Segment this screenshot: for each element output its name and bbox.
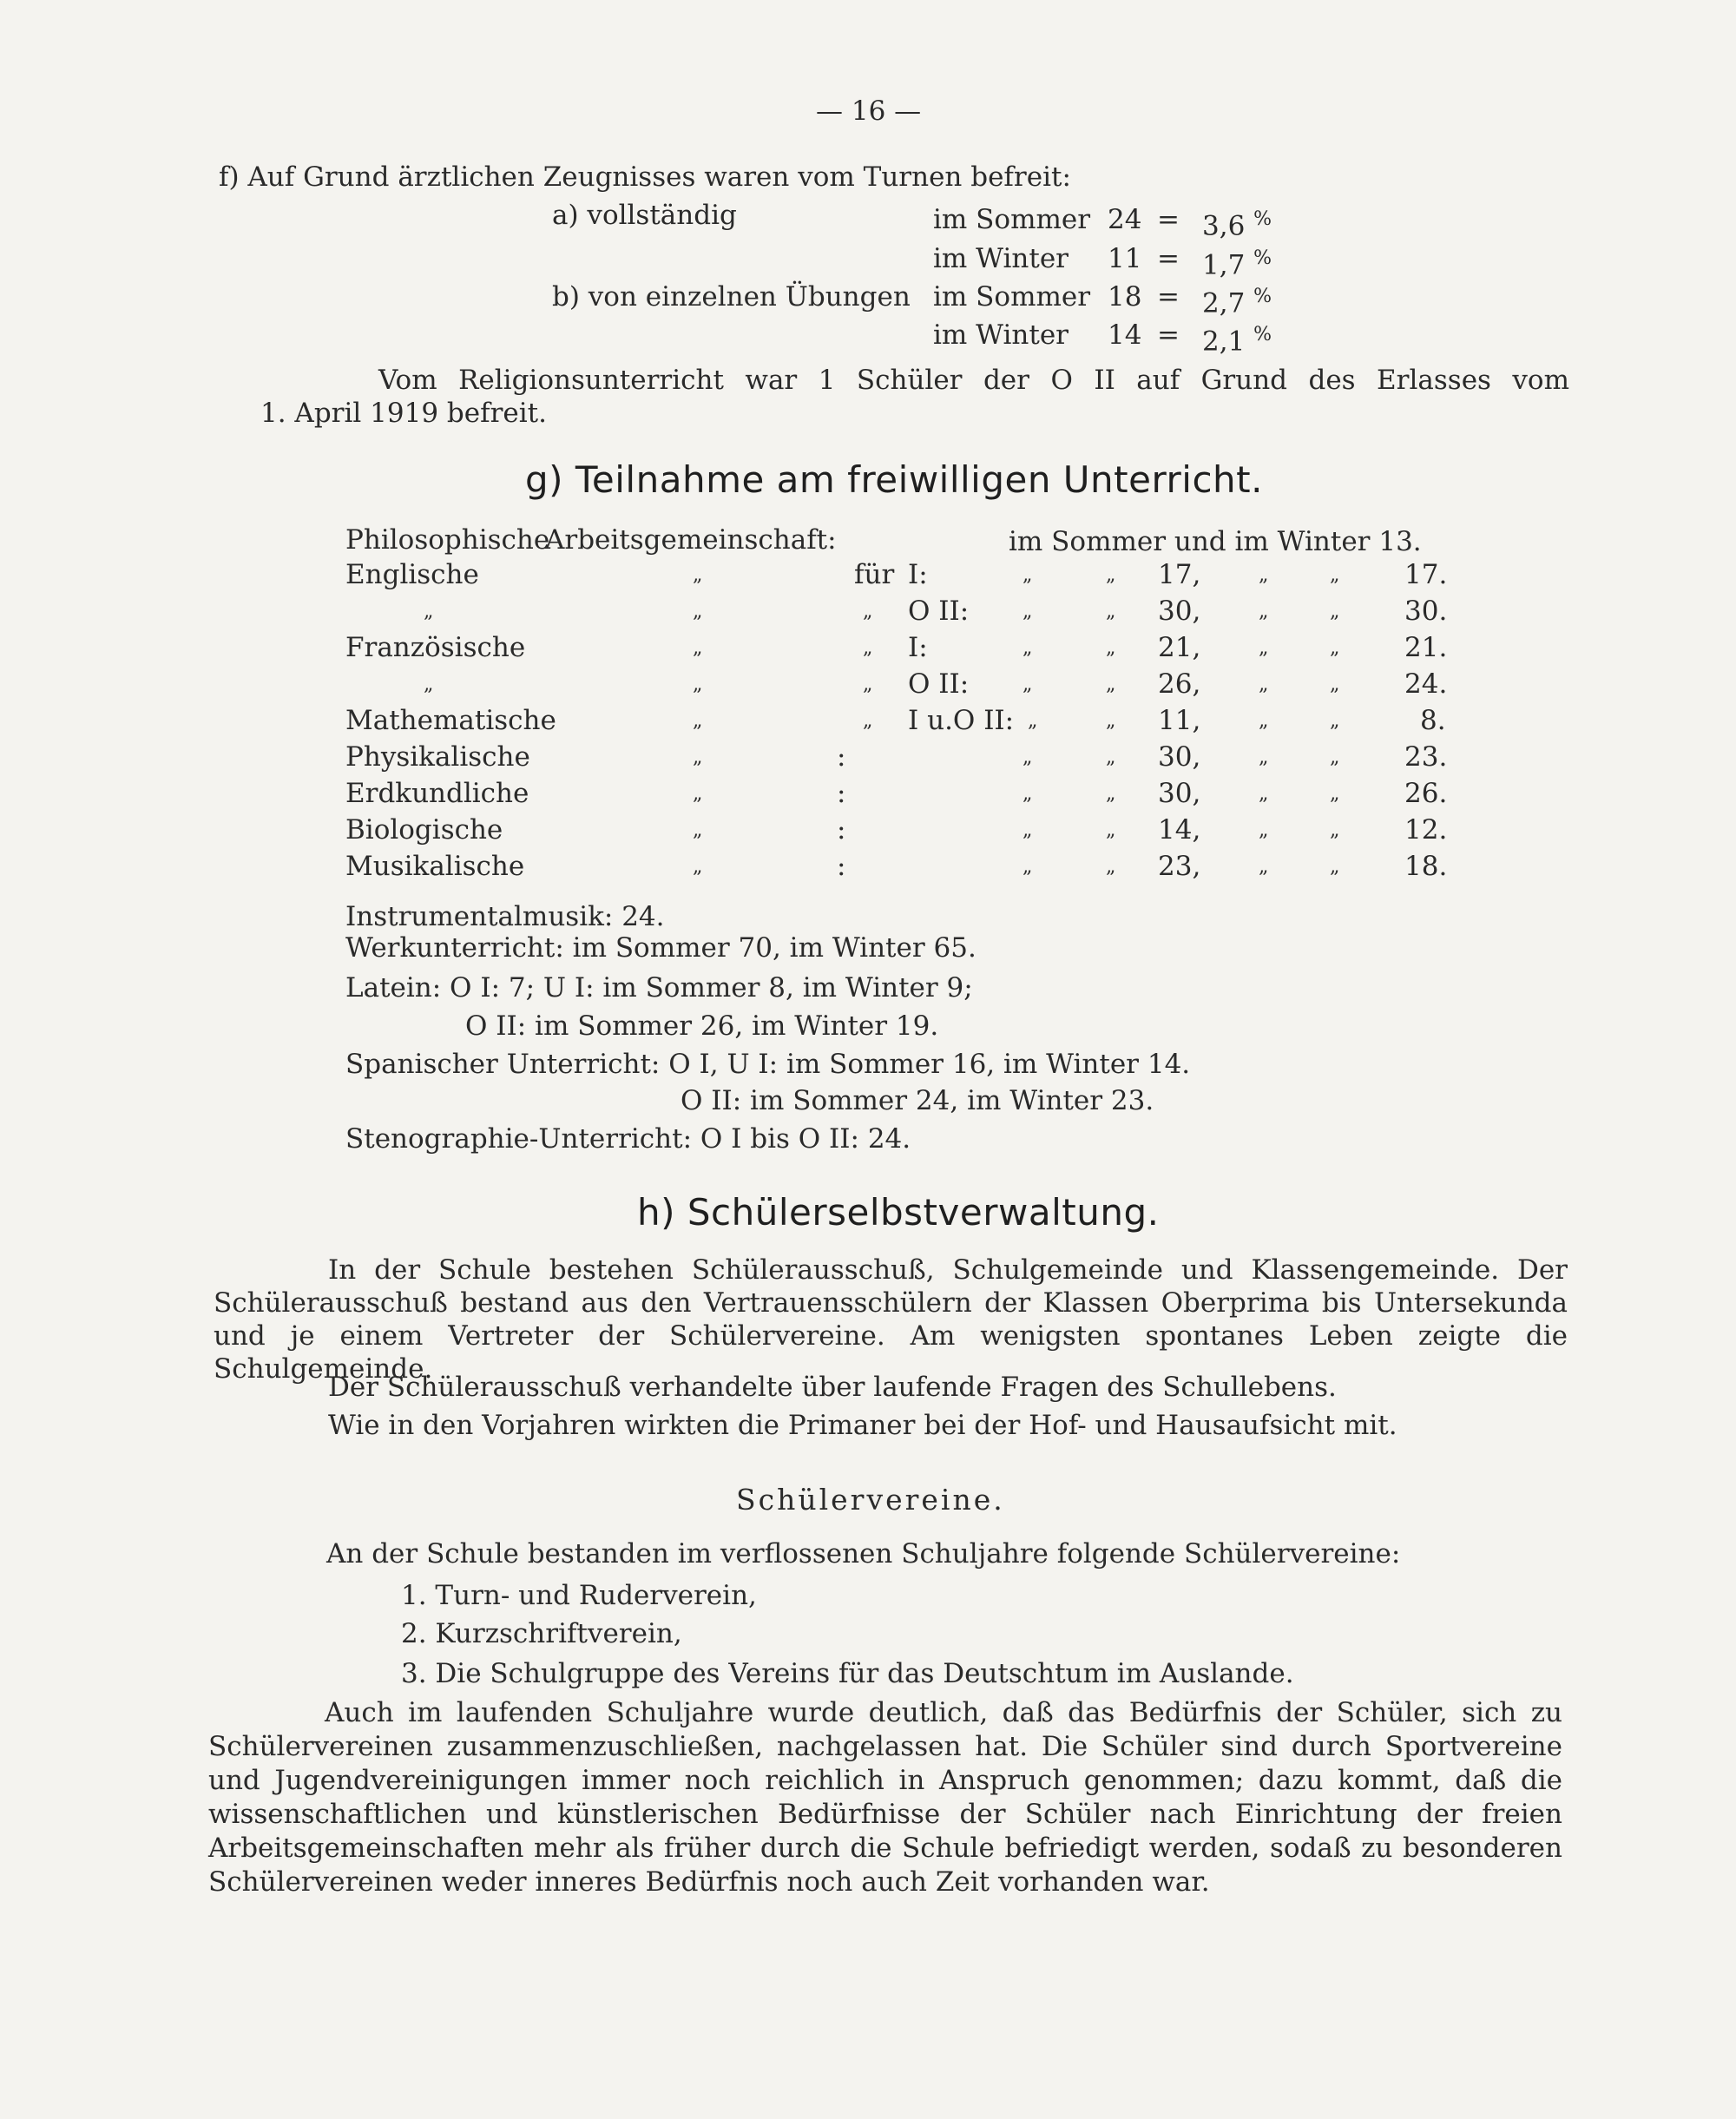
ditto-mark: „ — [1028, 710, 1038, 732]
selfgov-paragraph-3: Wie in den Vorjahren wirkten die Primaner bei der Hof- und Hausaufsicht mit. — [328, 1410, 1397, 1441]
exemption-percent — [1202, 318, 1272, 359]
exemption-count: 11 — [1108, 243, 1142, 274]
vereine-intro: An der Schule bestanden im verflossenen Schuljahre folgende Schülervereine: — [326, 1538, 1401, 1570]
table-row — [345, 632, 1457, 668]
ditto-mark: „ — [693, 710, 703, 732]
colon-mark: : — [837, 741, 846, 773]
ditto-mark: „ — [693, 637, 703, 659]
section-h-heading: h) Schülerselbstverwaltung. — [637, 1191, 1160, 1234]
exemption-count: 24 — [1108, 204, 1142, 235]
ditto-mark: „ — [1330, 856, 1340, 878]
equals-sign: = — [1157, 319, 1180, 351]
extra-line-spanisch: Spanischer Unterricht: O I, U I: im Sommer 16, im Winter 14. — [345, 1049, 1191, 1080]
for-label: „ — [863, 710, 873, 732]
summer-count: 17, — [1158, 559, 1201, 590]
extra-line-instrumental: Instrumentalmusik: 24. — [345, 901, 665, 932]
exemption-row — [552, 198, 737, 233]
for-label: „ — [863, 637, 873, 659]
extra-line-latein-oii: O II: im Sommer 26, im Winter 19. — [465, 1010, 939, 1042]
ditto-mark: „ — [1330, 674, 1340, 695]
ditto-mark: „ — [1023, 783, 1033, 805]
exemption-label: a) vollständig — [552, 200, 737, 231]
ditto-mark: „ — [1259, 856, 1269, 878]
religion-note-line1: Vom Religionsunterricht war 1 Schüler der O II auf Grund des Erlasses vom — [378, 365, 1569, 396]
percent-value: 2,1 — [1202, 326, 1246, 358]
table-row — [345, 705, 1457, 741]
selfgov-paragraph-2: Der Schülerausschuß verhandelte über laufende Fragen des Schullebens. — [328, 1372, 1337, 1403]
summer-count: 30, — [1158, 596, 1201, 627]
philosophy-name: Philosophische — [345, 524, 550, 556]
ditto-mark: „ — [1106, 856, 1116, 878]
ditto-mark: „ — [1023, 747, 1033, 768]
vereine-closing-paragraph: Auch im laufenden Schuljahre wurde deutlich, daß das Bedürfnis der Schüler, sich zu Schülervereinen zusammenzuschließen, nachgelassen hat. Die Schüler sind durch Sportvereine und Jugendvereinigungen immer noch reichlich in Anspruch genommen; dazu kommt, daß die wissenschaftlichen und künstlerischen Bedürfnisse der Schüler nach Einrichtung der freien Arbeitsgemeinschaften mehr als früher durch die Schule befriedigt werden, sodaß zu besonderen Schülervereinen weder inneres Bedürfnis noch auch Zeit vorhanden war. — [208, 1697, 1562, 1898]
winter-count: 23. — [1404, 741, 1448, 773]
ditto-mark: „ — [1023, 564, 1033, 586]
ditto-mark: „ — [1106, 564, 1116, 586]
ditto-mark: „ — [1106, 819, 1116, 841]
percent-value: 2,7 — [1202, 287, 1246, 319]
ditto-mark: „ — [1330, 747, 1340, 768]
ditto-mark: „ — [1330, 564, 1340, 586]
ditto-mark: „ — [693, 856, 703, 878]
percent-unit: % — [1253, 208, 1272, 230]
winter-count: 24. — [1404, 668, 1448, 700]
table-row — [345, 814, 1457, 851]
ditto-mark: „ — [1106, 783, 1116, 805]
ditto-mark: „ — [693, 783, 703, 805]
selfgov-paragraph-1: In der Schule bestehen Schülerausschuß, Schulgemeinde und Klassengemeinde. Der Schülerausschuß bestand aus den Vertrauensschülern der Klassen Oberprima bis Untersekunda und je einem Vertreter der Schülervereine. Am wenigsten spontanes Leben zeigte die Schulgemeinde. — [214, 1254, 1568, 1385]
winter-count: 8. — [1420, 705, 1446, 736]
summer-count: 30, — [1158, 741, 1201, 773]
summer-count: 30, — [1158, 778, 1201, 809]
exemption-season: im Winter — [933, 319, 1069, 351]
course-name: Englische — [345, 559, 479, 590]
colon-mark: : — [837, 778, 846, 809]
table-row — [345, 596, 1457, 632]
course-name: „ — [424, 601, 434, 622]
ditto-mark: „ — [693, 674, 703, 695]
ditto-mark: „ — [693, 747, 703, 768]
percent-unit: % — [1253, 324, 1272, 345]
table-row — [345, 559, 1457, 596]
course-name: Erdkundliche — [345, 778, 529, 809]
ditto-mark: „ — [1106, 747, 1116, 768]
section-f-title: f) Auf Grund ärztlichen Zeugnisses waren vom Turnen befreit: — [219, 161, 1071, 193]
exemption-count: 18 — [1108, 281, 1142, 313]
ditto-mark: „ — [1259, 710, 1269, 732]
class-label: I: — [908, 559, 928, 590]
ditto-mark: „ — [1106, 601, 1116, 622]
vereine-item: 2. Kurzschriftverein, — [401, 1618, 682, 1649]
course-name: Mathematische — [345, 705, 556, 736]
winter-count: 18. — [1404, 851, 1448, 882]
religion-note-line2: 1. April 1919 befreit. — [260, 398, 547, 429]
colon-mark: : — [837, 814, 846, 846]
colon-mark: : — [837, 851, 846, 882]
extra-line-werkunterricht: Werkunterricht: im Sommer 70, im Winter 65. — [345, 932, 976, 964]
winter-count: 30. — [1404, 596, 1448, 627]
vereine-heading: Schülervereine. — [736, 1483, 1005, 1517]
percent-value: 1,7 — [1202, 249, 1246, 281]
ditto-mark: „ — [1023, 637, 1033, 659]
summer-count: 21, — [1158, 632, 1201, 663]
table-row — [345, 668, 1457, 705]
ditto-mark: „ — [693, 819, 703, 841]
ditto-mark: „ — [1259, 674, 1269, 695]
percent-value: 3,6 — [1202, 210, 1246, 242]
vereine-item: 1. Turn- und Ruderverein, — [401, 1580, 757, 1611]
ditto-mark: „ — [1023, 819, 1033, 841]
exemption-percent — [1202, 280, 1272, 320]
ditto-mark: „ — [693, 601, 703, 622]
class-label: O II: — [908, 596, 970, 627]
exemption-season: im Sommer — [933, 204, 1091, 235]
page-number: — 16 — — [816, 95, 922, 127]
equals-sign: = — [1157, 204, 1180, 235]
course-name: Französische — [345, 632, 526, 663]
table-row — [345, 741, 1457, 778]
exemption-percent — [1202, 241, 1272, 282]
class-label: O II: — [908, 668, 970, 700]
for-label: „ — [863, 674, 873, 695]
ditto-mark: „ — [1106, 674, 1116, 695]
exemption-season: im Sommer — [933, 281, 1091, 313]
winter-count: 21. — [1404, 632, 1448, 663]
class-label: I: — [908, 632, 928, 663]
ditto-mark: „ — [1023, 601, 1033, 622]
extra-line-latein: Latein: O I: 7; U I: im Sommer 8, im Winter 9; — [345, 972, 973, 1004]
exemption-percent — [1202, 202, 1272, 243]
ditto-mark: „ — [1330, 601, 1340, 622]
ditto-mark: „ — [1106, 710, 1116, 732]
course-name: Physikalische — [345, 741, 530, 773]
ditto-mark: „ — [1330, 783, 1340, 805]
for-label: „ — [863, 601, 873, 622]
summer-count: 11, — [1158, 705, 1201, 736]
ditto-mark: „ — [1023, 856, 1033, 878]
percent-unit: % — [1253, 247, 1272, 269]
exemption-season: im Winter — [933, 243, 1069, 274]
ditto-mark: „ — [1330, 819, 1340, 841]
ditto-mark: „ — [1259, 783, 1269, 805]
ditto-mark: „ — [1259, 601, 1269, 622]
ditto-mark: „ — [1259, 564, 1269, 586]
vereine-item: 3. Die Schulgruppe des Vereins für das Deutschtum im Auslande. — [401, 1658, 1294, 1689]
section-g-heading: g) Teilnahme am freiwilligen Unterricht. — [525, 458, 1263, 501]
percent-unit: % — [1253, 286, 1272, 307]
philosophy-kind: Arbeitsgemeinschaft: — [545, 524, 837, 556]
exemption-label: b) von einzelnen Übungen — [552, 281, 911, 313]
ditto-mark: „ — [1259, 747, 1269, 768]
exemption-count: 14 — [1108, 319, 1142, 351]
ditto-mark: „ — [1330, 637, 1340, 659]
course-name: „ — [424, 674, 434, 695]
ditto-mark: „ — [693, 564, 703, 586]
equals-sign: = — [1157, 281, 1180, 313]
summer-count: 14, — [1158, 814, 1201, 846]
ditto-mark: „ — [1023, 674, 1033, 695]
class-label: I u.O II: — [908, 705, 1015, 736]
course-table — [345, 559, 1457, 887]
course-name: Musikalische — [345, 851, 525, 882]
summer-count: 26, — [1158, 668, 1201, 700]
ditto-mark: „ — [1330, 710, 1340, 732]
table-row — [345, 851, 1457, 887]
summer-count: 23, — [1158, 851, 1201, 882]
table-row — [345, 778, 1457, 814]
ditto-mark: „ — [1259, 819, 1269, 841]
ditto-mark: „ — [1259, 637, 1269, 659]
for-label: für — [854, 559, 895, 590]
winter-count: 26. — [1404, 778, 1448, 809]
extra-line-spanisch-oii: O II: im Sommer 24, im Winter 23. — [681, 1085, 1154, 1116]
philosophy-text: im Sommer und im Winter 13. — [1009, 526, 1422, 557]
equals-sign: = — [1157, 243, 1180, 274]
course-name: Biologische — [345, 814, 503, 846]
winter-count: 12. — [1404, 814, 1448, 846]
ditto-mark: „ — [1106, 637, 1116, 659]
extra-line-stenographie: Stenographie-Unterricht: O I bis O II: 24. — [345, 1123, 911, 1155]
winter-count: 17. — [1404, 559, 1448, 590]
